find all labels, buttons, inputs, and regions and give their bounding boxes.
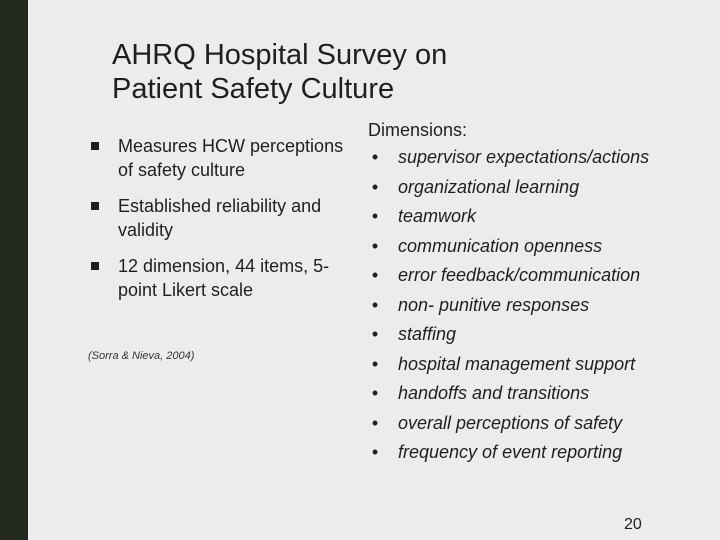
bullet-dot-icon: • (371, 176, 379, 197)
left-bullet-list (88, 134, 358, 314)
page-number: 20 (624, 516, 642, 533)
slide-title (112, 38, 672, 106)
dimension-item (368, 353, 708, 376)
dimension-text: handoffs and transitions (398, 383, 590, 403)
bullet-dot-icon: • (371, 265, 379, 285)
dimension-item (368, 176, 708, 199)
dimensions-heading: Dimensions: (368, 120, 468, 140)
title-line-2: Patient Safety Culture (112, 73, 395, 105)
bullet-dot-icon: • (371, 412, 379, 433)
left-bullet-text: Established reliability and validity (118, 196, 322, 240)
bullet-dot-icon: • (371, 353, 379, 374)
dimension-item (368, 382, 708, 405)
left-bullet-item (88, 194, 358, 242)
dimension-text: hospital management support (398, 353, 636, 374)
dimension-text: communication openness (398, 235, 603, 256)
bullet-dot-icon: • (371, 324, 379, 344)
dimension-text: error feedback/communication (398, 265, 641, 285)
dimension-item (368, 441, 708, 464)
square-bullet-icon (91, 142, 99, 150)
dimension-text: non- punitive responses (398, 294, 590, 315)
bullet-dot-icon: • (371, 442, 379, 462)
dimension-text: staffing (398, 324, 457, 344)
dimension-text: supervisor expectations/actions (398, 147, 650, 167)
dimension-item (368, 235, 708, 258)
dimensions-list (368, 146, 708, 471)
title-line-1: AHRQ Hospital Survey on (112, 39, 448, 71)
left-bullet-text: Measures HCW perceptions of safety culture (118, 136, 344, 180)
left-accent-bar (0, 0, 28, 540)
dimension-item (368, 205, 708, 228)
bullet-dot-icon: • (371, 147, 379, 167)
left-bullet-item (88, 254, 358, 302)
bullet-dot-icon: • (371, 206, 379, 226)
dimension-text: overall perceptions of safety (398, 412, 623, 433)
dimension-text: frequency of event reporting (398, 442, 623, 462)
bullet-dot-icon: • (371, 235, 379, 256)
dimension-item (368, 264, 708, 287)
dimension-item (368, 146, 708, 169)
dimension-item (368, 294, 708, 317)
dimension-text: organizational learning (398, 176, 580, 197)
square-bullet-icon (91, 262, 99, 270)
dimension-item (368, 323, 708, 346)
bullet-dot-icon: • (371, 294, 379, 315)
left-bullet-item (88, 134, 358, 182)
dimension-item (368, 412, 708, 435)
citation: (Sorra & Nieva, 2004) (88, 350, 195, 362)
dimension-text: teamwork (398, 206, 477, 226)
bullet-dot-icon: • (371, 383, 379, 403)
left-bullet-text: 12 dimension, 44 items, 5- point Likert scale (118, 256, 330, 300)
square-bullet-icon (91, 202, 99, 210)
